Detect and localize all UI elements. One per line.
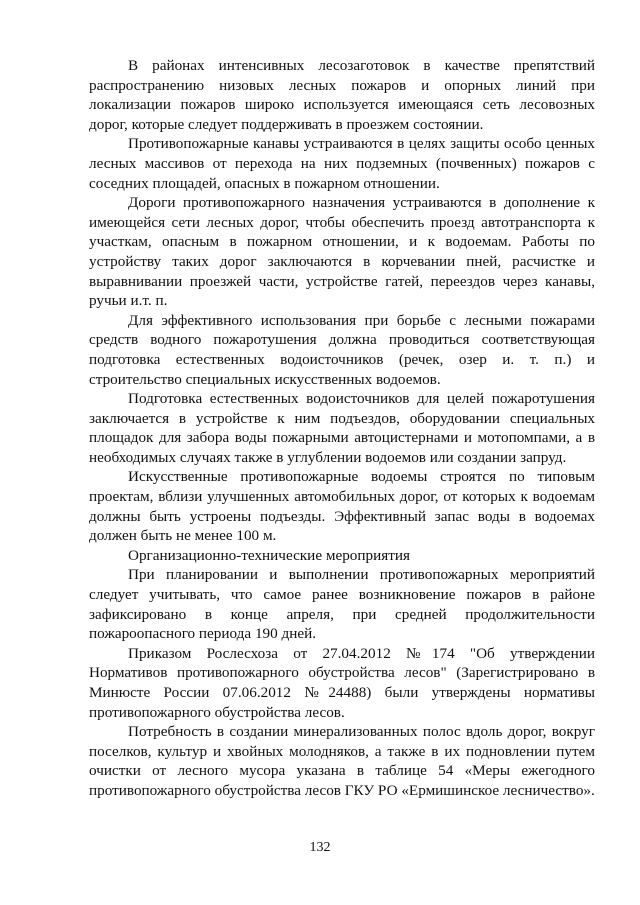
- paragraph-fire-roads: Дороги противопожарного назначения устраиваются в дополнение к имеющейся сети лесных дорог, чтобы обеспечить проезд автотранспорта к участкам, опасным в пожарном отношении, и к водоемам. Работы по устройству таких дорог заключаются в корчевании пней, расчистке и выравнивании проезжей части, устройстве гатей, переездов через канавы, ручьи и.т. п.: [89, 194, 595, 310]
- paragraph-artificial-reservoirs: Искусственные противопожарные водоемы строятся по типовым проектам, вблизи улучшенных автомобильных дорог, от которых к водоемам должны быть устроены подъезды. Эффективный запас воды в водоемах должен быть не менее 100 м.: [89, 468, 595, 545]
- document-page: [89, 56, 595, 856]
- paragraph-order: Приказом Рослесхоза от 27.04.2012 №174 "Об утверждении Нормативов противопожарного обустройства лесов" (Зарегистрировано в Минюсте России 07.06.2012 №24488) были утверждены нормативы противопожарного обустройства лесов.: [89, 644, 595, 721]
- paragraph-natural-water-prep: Подготовка естественных водоисточников для целей пожаротушения заключается в устройстве к ним подъездов, оборудовании специальных площадок для забора воды пожарными автоцистернами и мотопомпами, а в необходимых случаях также в углублении водоемов или создании запруд.: [89, 390, 595, 466]
- paragraph-logging-roads: В районах интенсивных лесозаготовок в качестве препятствий распространению низовых лесных пожаров и опорных линий при локализации пожаров широко используется имеющаяся сеть лесовозных дорог, которые следует поддерживать в проезжем состоянии.: [89, 57, 595, 133]
- paragraph-planning: При планировании и выполнении противопожарных мероприятий следует учитывать, что самое ранее возникновение пожаров в районе зафиксировано в конце апреля, при средней продолжительности пожароопасного периода 190 дней.: [89, 566, 595, 643]
- section-heading: Организационно-технические мероприятия: [128, 546, 410, 564]
- paragraph-water-sources: Для эффективного использования при борьбе с лесными пожарами средств водного пожаротушения должна проводиться соответствующая подготовка естественных водоисточников (речек, озер и. т. п.) и строительство специальных искусственных водоемов.: [89, 311, 595, 388]
- paragraph-fire-ditches: Противопожарные канавы устраиваются в целях защиты особо ценных лесных массивов от перехода на них подземных (почвенных) пожаров с соседних площадей, опасных в пожарном отношении.: [89, 135, 595, 192]
- page-number: 132: [309, 840, 331, 855]
- paragraph-mineralized-strips: Потребность в создании минерализованных полос вдоль дорог, вокруг поселков, культур и хвойных молодняков, а также в их подновлении путем очистки от лесного мусора указана в таблице 54 «Меры ежегодного противопожарного обустройства лесов ГКУ РО «Ермишинское лесничество».: [89, 723, 595, 799]
